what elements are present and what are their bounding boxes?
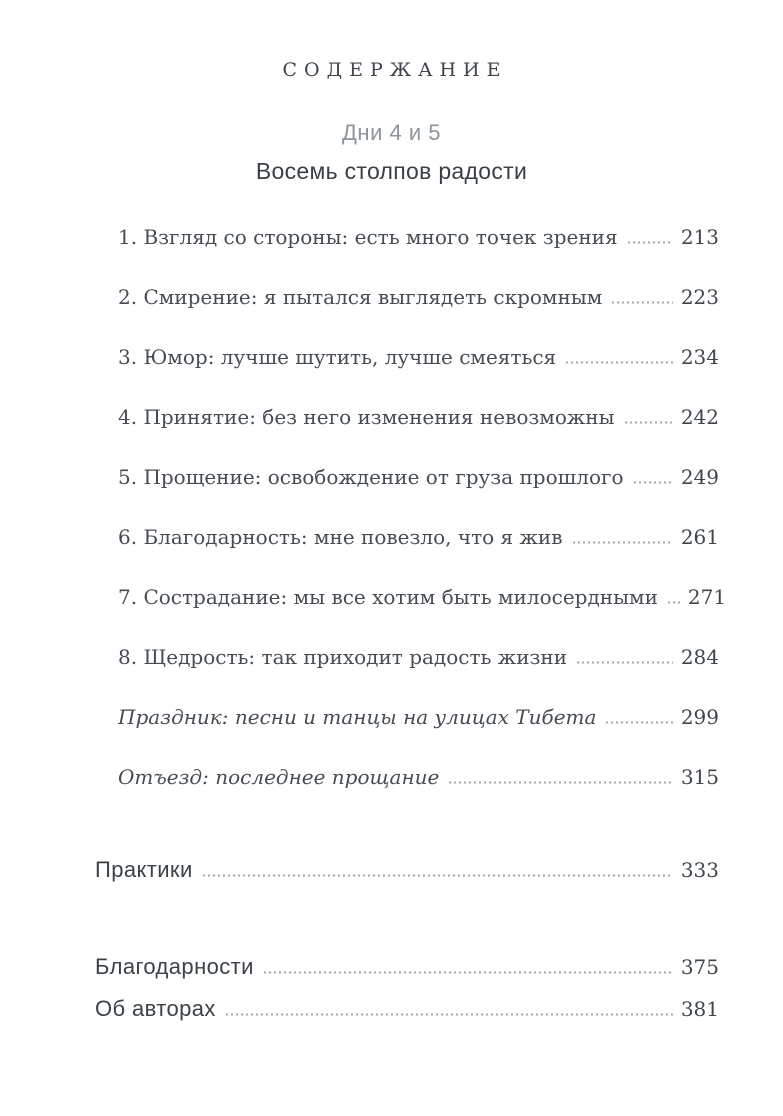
toc-entry — [95, 704, 719, 730]
dot-leader — [668, 601, 680, 604]
dot-leader — [606, 721, 672, 724]
toc-page-number: 375 — [680, 955, 719, 979]
dot-leader — [449, 781, 672, 784]
toc-entry-label: Практики — [95, 857, 193, 882]
toc-page-number: 213 — [680, 225, 719, 249]
toc-page-number: 261 — [680, 525, 719, 549]
dot-leader — [625, 421, 673, 424]
toc-entry-label: 5. Прощение: освобождение от груза прошлого — [118, 465, 624, 489]
toc-entry-label: 8. Щедрость: так приходит радость жизни — [118, 645, 568, 669]
toc-entry-practices — [95, 856, 719, 884]
dot-leader — [634, 481, 673, 484]
dot-leader — [566, 361, 673, 364]
toc-entry-acknowledgements — [95, 953, 719, 981]
dot-leader — [226, 1013, 673, 1016]
toc-page-number: 299 — [680, 705, 719, 729]
dot-leader — [203, 874, 673, 877]
contents-title: СОДЕРЖАНИЕ — [282, 59, 508, 81]
toc-entry-label: 3. Юмор: лучше шутить, лучше смеяться — [118, 345, 557, 369]
toc-entry-label: 2. Смирение: я пытался выглядеть скромным — [118, 285, 603, 309]
toc-entry-label: 7. Сострадание: мы все хотим быть милосердными — [118, 585, 658, 609]
toc-page-number: 223 — [680, 285, 719, 309]
toc-entry — [95, 644, 719, 670]
toc-entry — [95, 344, 719, 370]
toc-page-number: 242 — [680, 405, 719, 429]
part-title: Восемь столпов радости — [255, 158, 528, 184]
toc-page-number: 315 — [680, 765, 719, 789]
toc-entry — [95, 284, 719, 310]
toc-entry — [95, 584, 727, 610]
part-label: Дни 4 и 5 — [342, 120, 441, 145]
dot-leader — [577, 661, 673, 664]
toc-entry-label: 6. Благодарность: мне повезло, что я жив — [118, 525, 563, 549]
toc-entry — [95, 404, 719, 430]
toc-page-number: 333 — [680, 858, 719, 882]
toc-page-number: 234 — [680, 345, 719, 369]
toc-entry-label: Благодарности — [95, 954, 254, 979]
toc-page-number: 249 — [680, 465, 719, 489]
toc-entry-label: Об авторах — [95, 996, 216, 1021]
toc-entry — [95, 764, 719, 790]
toc-entry-about-authors — [95, 995, 719, 1023]
toc-entry — [95, 224, 719, 250]
toc-entry-label: 4. Принятие: без него изменения невозможны — [118, 405, 615, 429]
toc-page-number: 271 — [687, 585, 727, 609]
dot-leader — [612, 301, 673, 304]
dot-leader — [628, 241, 673, 244]
dot-leader — [264, 971, 673, 974]
toc-page-number: 284 — [680, 645, 719, 669]
toc-entry-label: Праздник: песни и танцы на улицах Тибета — [118, 705, 597, 729]
toc-page-number: 381 — [680, 997, 719, 1021]
dot-leader — [573, 541, 673, 544]
chapter-list — [95, 224, 727, 1023]
toc-entry-label: Отъезд: последнее прощание — [118, 765, 440, 789]
toc-entry — [95, 464, 719, 490]
toc-entry — [95, 524, 719, 550]
toc-entry-label: 1. Взгляд со стороны: есть много точек зрения — [118, 225, 618, 249]
